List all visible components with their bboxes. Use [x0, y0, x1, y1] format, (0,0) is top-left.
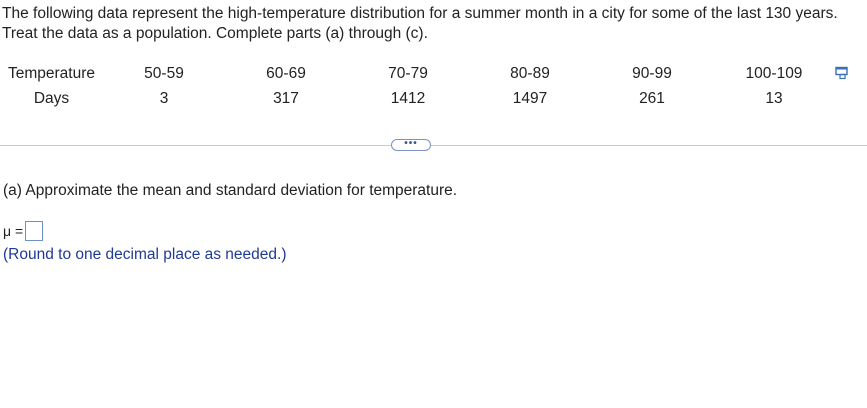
question-intro: The following data represent the high-temperature distribution for a summer month in a city for some of the last 130 years. Treat the data as a population. Complete parts (a) through (c). [2, 5, 838, 42]
frequency-table [0, 61, 835, 111]
temperature-cell: 60-69 [266, 64, 306, 82]
row-label-days: Days [33, 89, 70, 107]
temperature-cell: 80-89 [510, 64, 550, 82]
temperature-cell: 100-109 [745, 64, 803, 82]
temperature-cell: 50-59 [144, 64, 184, 82]
ellipsis-icon: ••• [404, 137, 418, 149]
temperature-cell: 70-79 [388, 64, 428, 82]
section-divider [0, 145, 867, 146]
copy-icon[interactable] [835, 66, 849, 80]
rounding-hint: (Round to one decimal place as needed.) [3, 246, 287, 263]
mean-answer-input[interactable] [25, 221, 43, 241]
days-cell: 261 [639, 89, 665, 107]
mu-label: μ = [3, 223, 24, 239]
days-cell: 317 [273, 89, 299, 107]
show-more-button[interactable] [391, 139, 431, 151]
days-cell: 13 [765, 89, 783, 107]
part-a-prompt: (a) Approximate the mean and standard deviation for temperature. [3, 182, 458, 199]
days-cell: 3 [159, 89, 169, 107]
days-cell: 1497 [512, 89, 548, 107]
days-cell: 1412 [390, 89, 426, 107]
row-label-temperature: Temperature [7, 64, 95, 82]
answer-row [3, 219, 43, 243]
temperature-cell: 90-99 [632, 64, 672, 82]
copy-icon-graphic [835, 66, 849, 80]
temperature-row [0, 61, 835, 86]
days-row [0, 86, 835, 111]
